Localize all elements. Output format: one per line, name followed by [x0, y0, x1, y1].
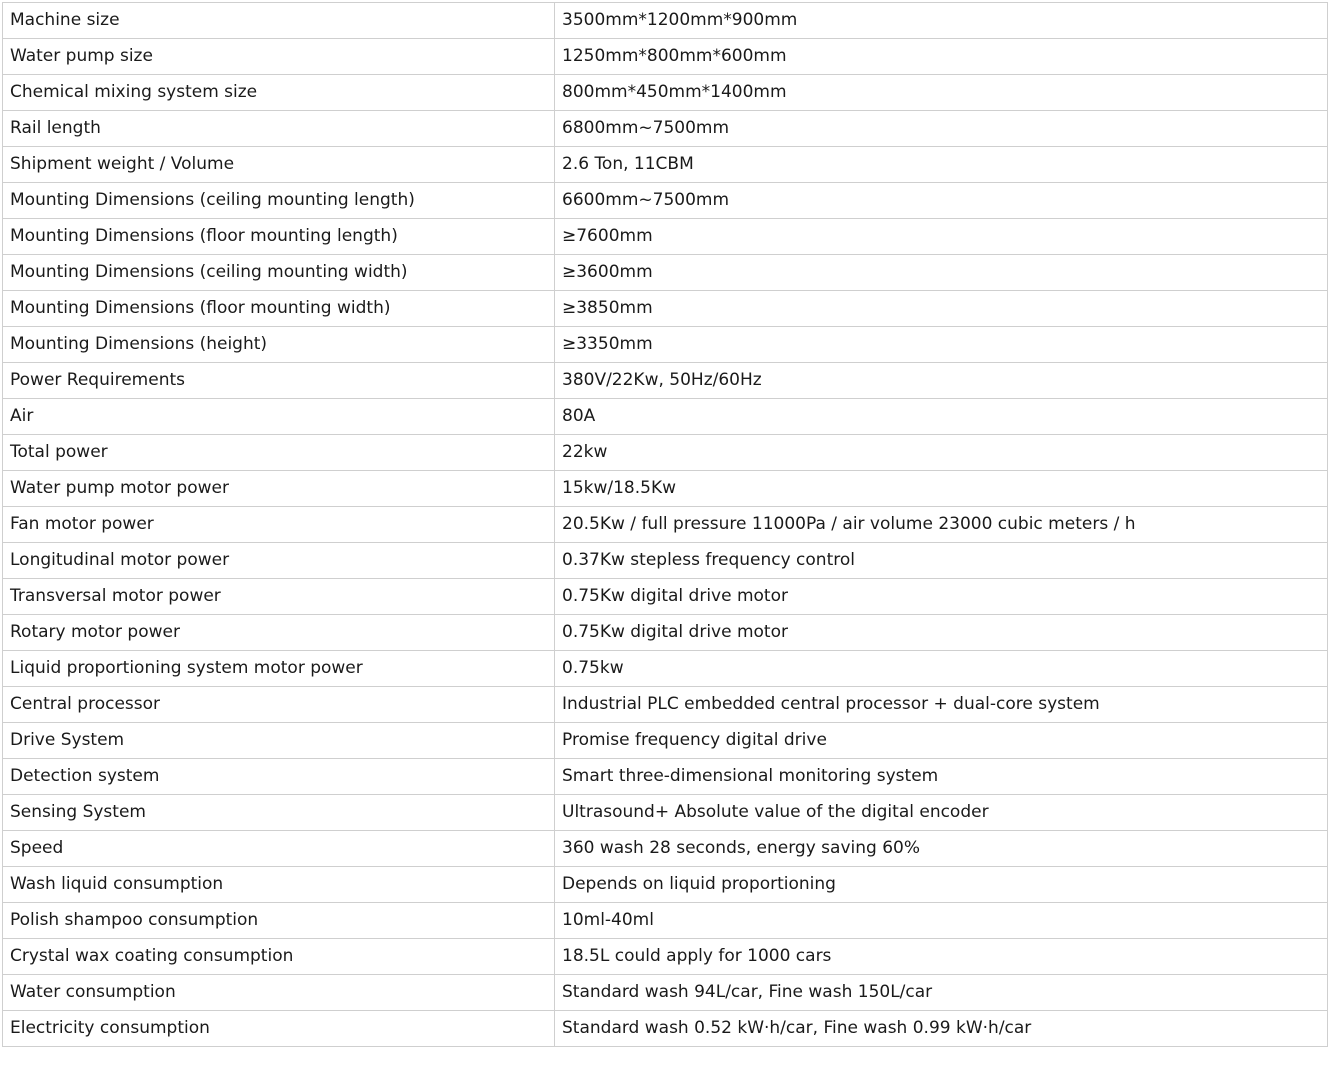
- table-row: [3, 219, 1328, 255]
- spec-value: 0.75Kw digital drive motor: [555, 615, 1328, 651]
- spec-label: Speed: [3, 831, 555, 867]
- spec-label: Water pump size: [3, 39, 555, 75]
- spec-value: Standard wash 94L/car, Fine wash 150L/car: [555, 975, 1328, 1011]
- spec-label: Power Requirements: [3, 363, 555, 399]
- spec-label: Crystal wax coating consumption: [3, 939, 555, 975]
- spec-label: Rotary motor power: [3, 615, 555, 651]
- spec-label: Mounting Dimensions (floor mounting width): [3, 291, 555, 327]
- table-row: [3, 291, 1328, 327]
- table-row: [3, 543, 1328, 579]
- table-row: [3, 615, 1328, 651]
- spec-label: Mounting Dimensions (ceiling mounting length): [3, 183, 555, 219]
- spec-value: 3500mm*1200mm*900mm: [555, 3, 1328, 39]
- spec-value: ≥3350mm: [555, 327, 1328, 363]
- spec-label: Water pump motor power: [3, 471, 555, 507]
- table-row: [3, 255, 1328, 291]
- table-row: [3, 399, 1328, 435]
- table-row: [3, 939, 1328, 975]
- spec-value: 80A: [555, 399, 1328, 435]
- table-row: [3, 111, 1328, 147]
- table-row: [3, 903, 1328, 939]
- spec-value: Promise frequency digital drive: [555, 723, 1328, 759]
- spec-value: 18.5L could apply for 1000 cars: [555, 939, 1328, 975]
- spec-value: ≥3600mm: [555, 255, 1328, 291]
- spec-label: Fan motor power: [3, 507, 555, 543]
- table-row: [3, 183, 1328, 219]
- spec-value: ≥3850mm: [555, 291, 1328, 327]
- spec-label: Central processor: [3, 687, 555, 723]
- table-row: [3, 39, 1328, 75]
- spec-label: Total power: [3, 435, 555, 471]
- table-row: [3, 1011, 1328, 1047]
- table-row: [3, 975, 1328, 1011]
- spec-value: 0.75Kw digital drive motor: [555, 579, 1328, 615]
- table-row: [3, 759, 1328, 795]
- table-row: [3, 147, 1328, 183]
- spec-value: Ultrasound+ Absolute value of the digital encoder: [555, 795, 1328, 831]
- spec-value: Smart three-dimensional monitoring system: [555, 759, 1328, 795]
- spec-label: Mounting Dimensions (height): [3, 327, 555, 363]
- table-row: [3, 3, 1328, 39]
- spec-value: 22kw: [555, 435, 1328, 471]
- spec-value: 6600mm~7500mm: [555, 183, 1328, 219]
- spec-label: Drive System: [3, 723, 555, 759]
- table-row: [3, 435, 1328, 471]
- spec-table: [2, 2, 1328, 1047]
- table-row: [3, 471, 1328, 507]
- spec-label: Machine size: [3, 3, 555, 39]
- spec-label: Air: [3, 399, 555, 435]
- spec-label: Sensing System: [3, 795, 555, 831]
- table-row: [3, 579, 1328, 615]
- spec-label: Mounting Dimensions (floor mounting length): [3, 219, 555, 255]
- table-row: [3, 75, 1328, 111]
- spec-label: Detection system: [3, 759, 555, 795]
- table-row: [3, 363, 1328, 399]
- spec-value: ≥7600mm: [555, 219, 1328, 255]
- table-row: [3, 831, 1328, 867]
- spec-value: 0.75kw: [555, 651, 1328, 687]
- spec-value: 1250mm*800mm*600mm: [555, 39, 1328, 75]
- spec-value: Depends on liquid proportioning: [555, 867, 1328, 903]
- spec-label: Shipment weight / Volume: [3, 147, 555, 183]
- table-row: [3, 507, 1328, 543]
- spec-value: 0.37Kw stepless frequency control: [555, 543, 1328, 579]
- spec-value: 380V/22Kw, 50Hz/60Hz: [555, 363, 1328, 399]
- table-row: [3, 867, 1328, 903]
- spec-value: 20.5Kw / full pressure 11000Pa / air volume 23000 cubic meters / h: [555, 507, 1328, 543]
- table-row: [3, 723, 1328, 759]
- spec-label: Longitudinal motor power: [3, 543, 555, 579]
- spec-value: 800mm*450mm*1400mm: [555, 75, 1328, 111]
- table-row: [3, 651, 1328, 687]
- table-row: [3, 795, 1328, 831]
- spec-label: Transversal motor power: [3, 579, 555, 615]
- spec-value: Industrial PLC embedded central processor + dual-core system: [555, 687, 1328, 723]
- spec-label: Liquid proportioning system motor power: [3, 651, 555, 687]
- spec-value: 10ml-40ml: [555, 903, 1328, 939]
- spec-label: Electricity consumption: [3, 1011, 555, 1047]
- spec-label: Polish shampoo consumption: [3, 903, 555, 939]
- spec-value: 2.6 Ton, 11CBM: [555, 147, 1328, 183]
- spec-table-body: [3, 3, 1328, 1047]
- spec-value: 15kw/18.5Kw: [555, 471, 1328, 507]
- spec-value: 360 wash 28 seconds, energy saving 60%: [555, 831, 1328, 867]
- table-row: [3, 327, 1328, 363]
- spec-label: Rail length: [3, 111, 555, 147]
- spec-label: Mounting Dimensions (ceiling mounting width): [3, 255, 555, 291]
- spec-value: 6800mm~7500mm: [555, 111, 1328, 147]
- spec-label: Water consumption: [3, 975, 555, 1011]
- table-row: [3, 687, 1328, 723]
- spec-value: Standard wash 0.52 kW·h/car, Fine wash 0.99 kW·h/car: [555, 1011, 1328, 1047]
- spec-label: Wash liquid consumption: [3, 867, 555, 903]
- spec-label: Chemical mixing system size: [3, 75, 555, 111]
